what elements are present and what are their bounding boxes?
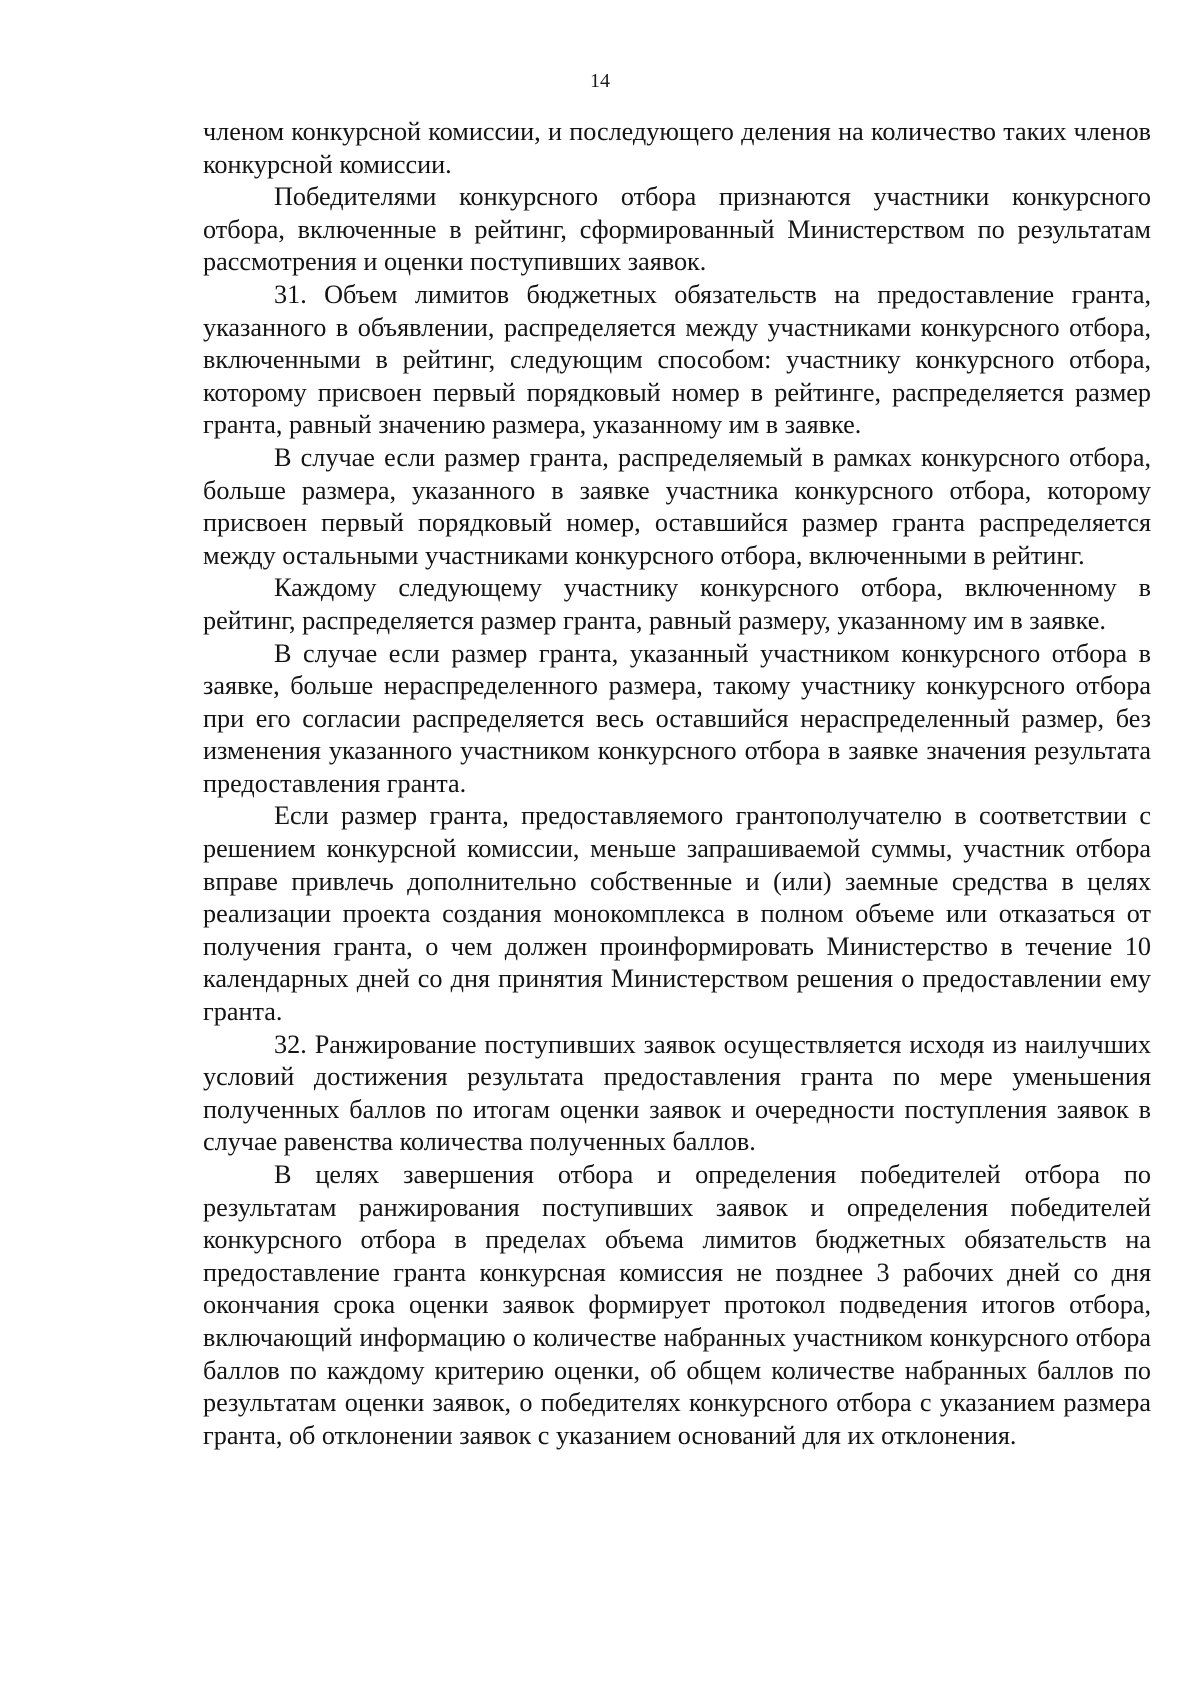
paragraph-clause-31: 31. Объем лимитов бюджетных обязательств на предоставление гранта, указанного в объявлении, распределяется между участниками конкурсного отбора, включенными в рейтинг, следующим способом: участнику конкурсного отбора, которому присвоен первый порядковый номер в рейтинге, распределяется размер гранта, равный значению размера, указанному им в заявке. xyxy=(203,279,1151,440)
paragraph-remaining-grant: В случае если размер гранта, распределяемый в рамках конкурсного отбора, больше размера, указанного в заявке участника конкурсного отбора, которому присвоен первый порядковый номер, оставшийся размер гранта распределяется между остальными участниками конкурсного отбора, включенными в рейтинг. xyxy=(203,442,1151,570)
paragraph-protocol: В целях завершения отбора и определения победителей отбора по результатам ранжирования поступивших заявок и определения победителей конкурсного отбора в пределах объема лимитов бюджетных обязательств на предоставление гранта конкурсная комиссия не позднее 3 рабочих дней со дня окончания срока оценки заявок формирует протокол подведения итогов отбора, включающий информацию о количестве набранных участником конкурсного отбора баллов по каждому критерию оценки, об общем количестве набранных баллов по результатам оценки заявок, о победителях конкурсного отбора с указанием размера гранта, об отклонении заявок с указанием оснований для их отклонения. xyxy=(203,1160,1151,1450)
paragraph-smaller-grant: Если размер гранта, предоставляемого грантополучателю в соответствии с решением конкурсной комиссии, меньше запрашиваемой суммы, участник отбора вправе привлечь дополнительно собственные и (или) заемные средства в целях реализации проекта создания монокомплекса в полном объеме или отказаться от получения гранта, о чем должен проинформировать Министерство в течение 10 календарных дней со дня принятия Министерством решения о предоставлении ему гранта. xyxy=(203,801,1151,1027)
document-body xyxy=(203,116,1151,1452)
paragraph-winners: Победителями конкурсного отбора признаются участники конкурсного отбора, включенные в рейтинг, сформированный Министерством по результатам рассмотрения и оценки поступивших заявок. xyxy=(203,182,1151,277)
paragraph-undistributed: В случае если размер гранта, указанный участником конкурсного отбора в заявке, больше нераспределенного размера, такому участнику конкурсного отбора при его согласии распределяется весь оставшийся нераспределенный размер, без изменения указанного участником конкурсного отбора в заявке значения результата предоставления гранта. xyxy=(203,638,1151,798)
paragraph-clause-32: 32. Ранжирование поступивших заявок осуществляется исходя из наилучших условий достижения результата предоставления гранта по мере уменьшения полученных баллов по итогам оценки заявок и очередности поступления заявок в случае равенства количества полученных баллов. xyxy=(203,1029,1151,1157)
paragraph-next-participant: Каждому следующему участнику конкурсного отбора, включенному в рейтинг, распределяется размер гранта, равный размеру, указанному им в заявке. xyxy=(203,573,1151,635)
paragraph-continuation: членом конкурсной комиссии, и последующего деления на количество таких членов конкурсной комиссии. xyxy=(203,117,1151,179)
page-number: 14 xyxy=(590,70,610,92)
